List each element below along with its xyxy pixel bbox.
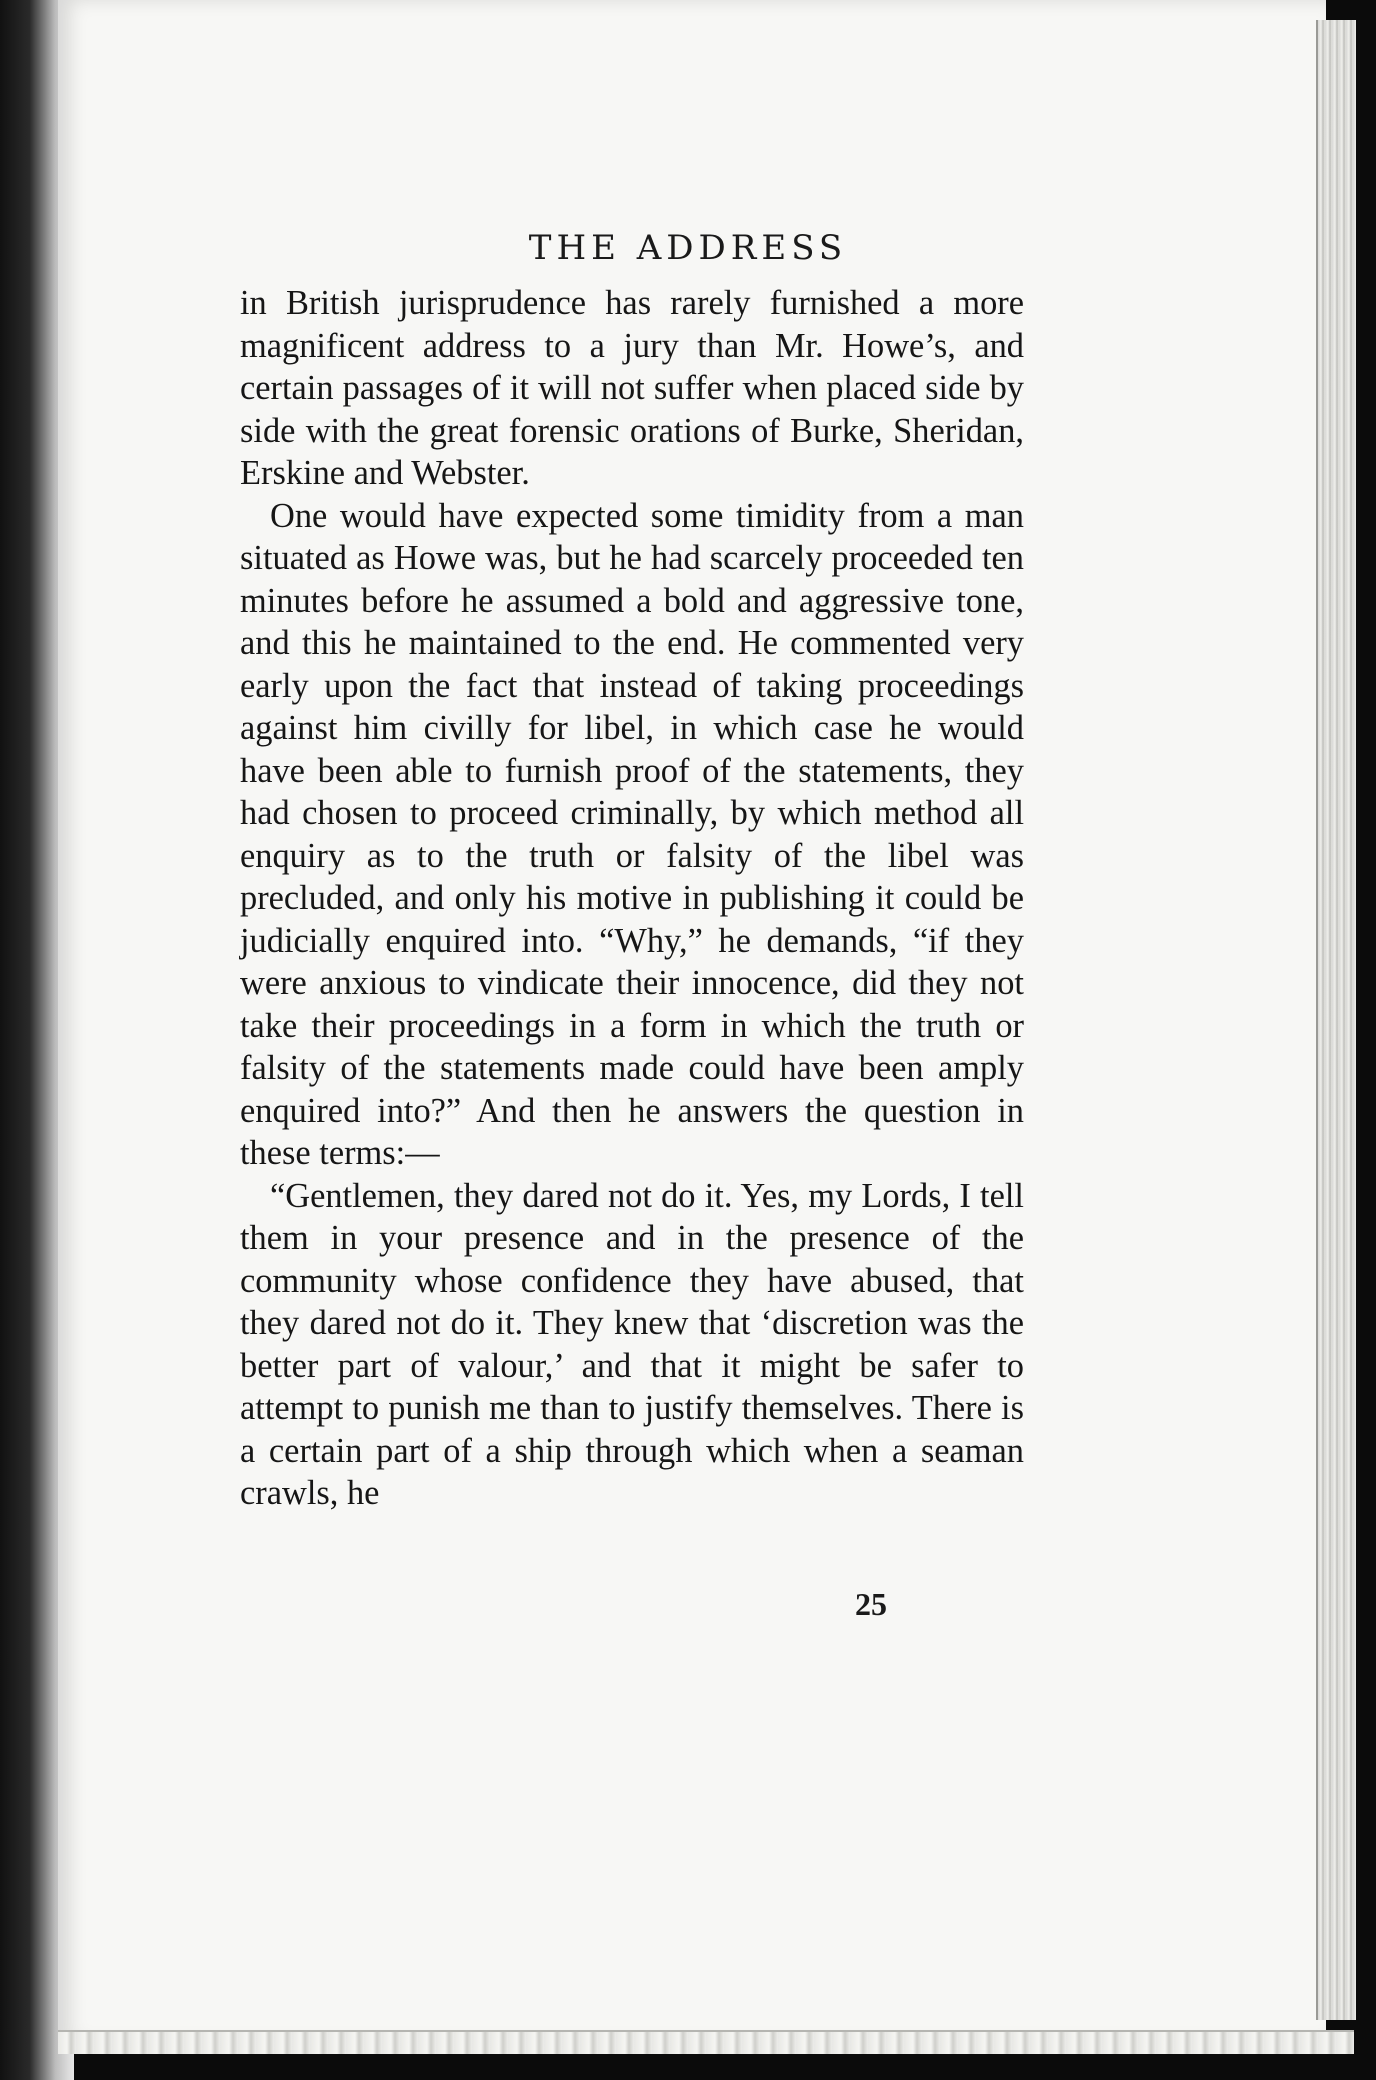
body-text <box>240 282 1024 1515</box>
paragraph-1: in British jurisprudence has rarely furnished a more magnificent address to a jury than Mr. Howe’s, and certain passages of it will not suffer when placed side by side with the great forensic orations of Burke, Sheridan, Erskine and Webster. <box>240 284 1024 492</box>
paragraph-2: One would have expected some timidity from a man situated as Howe was, but he had scarcely proceeded ten minutes before he assumed a bold and aggressive tone, and this he maintained to the end. He commented very early upon the fact that instead of taking proceedings against him civilly for libel, in which case he would have been able to furnish proof of the statements, they had chosen to proceed criminally, by which method all enquiry as to the truth or falsity of the libel was precluded, and only his motive in publishing it could be judicially enquired into. “Why,” he demands, “if they were anxious to vindicate their innocence, did they not take their proceedings in a form in which the truth or falsity of the statements made could have been amply enquired into?” And then he answers the question in these terms:— <box>240 496 1024 1172</box>
page-edges-right <box>1316 20 1356 2020</box>
paragraph-3: “Gentlemen, they dared not do it. Yes, my Lords, I tell them in your presence and in the presence of the community whose confidence they have abused, that they dared not do it. They knew that ‘discretion was the better part of valour,’ and that it might be safer to attempt to punish me than to justify themselves. There is a certain part of a ship through which when a seaman crawls, he <box>240 1176 1024 1512</box>
page-number: 25 <box>855 1586 887 1622</box>
running-head: THE ADDRESS <box>528 228 848 268</box>
page-edges-bottom <box>58 2030 1354 2054</box>
